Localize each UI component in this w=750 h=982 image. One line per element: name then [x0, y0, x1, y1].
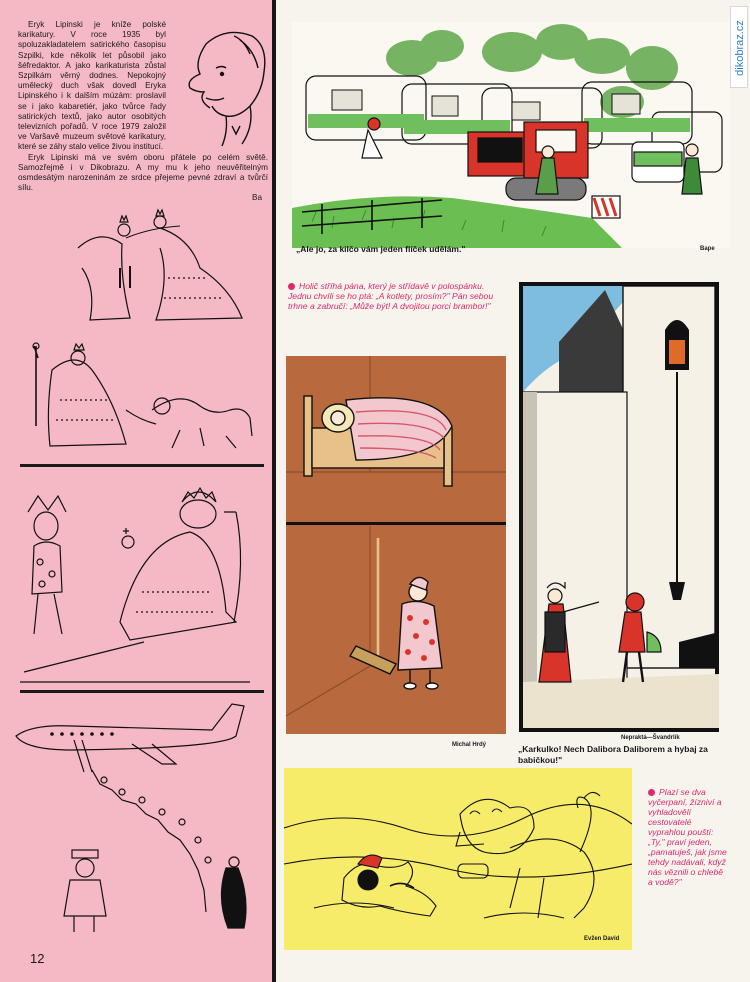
left-column — [0, 0, 272, 982]
bullet-icon — [288, 283, 295, 290]
column-divider — [272, 0, 276, 982]
caravan-cartoon — [292, 22, 730, 248]
bio-paragraph-1: Eryk Lipinski je kníže polské karikatury. V roce 1935 byl spoluzakladatelem satirického časopisu Szpilki, kde několik let působil jako šéfredaktor. A jako karikaturista zůstal Szpilkám věrný dodnes. Nepokojný umělecký duch však dovedl Eryka Lipinského i k dalším múzám: proslavil se i jako kabaretiér, jako tvůrce řady satirických textů, jako autor osobitých televizních pořadů. V roce 1979 založil ve Varšavě muzeum světové karikatury, které se záhy stalo velice živou institucí. — [18, 20, 166, 152]
caravan-credit: Bape — [700, 246, 715, 252]
divider-line-1 — [20, 464, 264, 467]
caravan-caption: „Ale jo, za kilčo vám jeden flíček udělám." — [296, 244, 466, 254]
jester-throne-cartoon — [20, 472, 254, 684]
desert-joke-text: Plazí se dva vyčerpaní, žízniví a vyhladovělí cestovatelé vyprahlou pouští: „Ty," praví jeden, „pamatuješ, jak jsme tehdy nadávali, když nás věznili o chlebě a vodě?" — [648, 787, 727, 887]
site-watermark-tab — [730, 6, 748, 88]
bed-cartoon — [286, 356, 506, 734]
desert-cartoon — [284, 768, 632, 950]
king-bowing-cartoon — [60, 208, 250, 326]
desert-joke — [648, 787, 730, 887]
bullet-icon — [648, 789, 655, 796]
desert-credit: Evžen David — [584, 936, 620, 942]
airplane-queue-cartoon — [12, 700, 262, 940]
castle-caption: „Karkulko! Nech Dalibora Daliborem a hybaj za babičkou!" — [518, 744, 708, 765]
site-watermark: dikobraz.cz — [734, 20, 746, 76]
bed-credit: Michal Hrdý — [452, 742, 487, 748]
castle-credit: Nepraktá—Švandrlík — [621, 735, 680, 741]
barber-joke-text: Holič stříhá pána, který je střídavě v polospánku. Jednu chvíli se ho ptá: „A kotlety, prosím?" Pán sebou trhne a zabručí: „Může být! A dvojitou porci brambor!" — [288, 281, 494, 311]
king-leash-cartoon — [30, 340, 262, 458]
portrait-caricature — [176, 22, 272, 148]
bio-signature: Ba — [251, 193, 262, 203]
page-number: 12 — [30, 951, 45, 966]
barber-joke — [288, 281, 508, 311]
divider-line-2 — [20, 690, 264, 693]
bio-paragraph-2: Eryk Lipinski má ve svém oboru přátele po celém světě. Samozřejmě i v Dikobrazu. A my mu k jeho neuvěřitelným osmdesátým narozeninám ze srdce přejeme pevné zdraví a tvůrčí sílu. — [18, 152, 268, 193]
castle-cartoon — [519, 282, 719, 732]
